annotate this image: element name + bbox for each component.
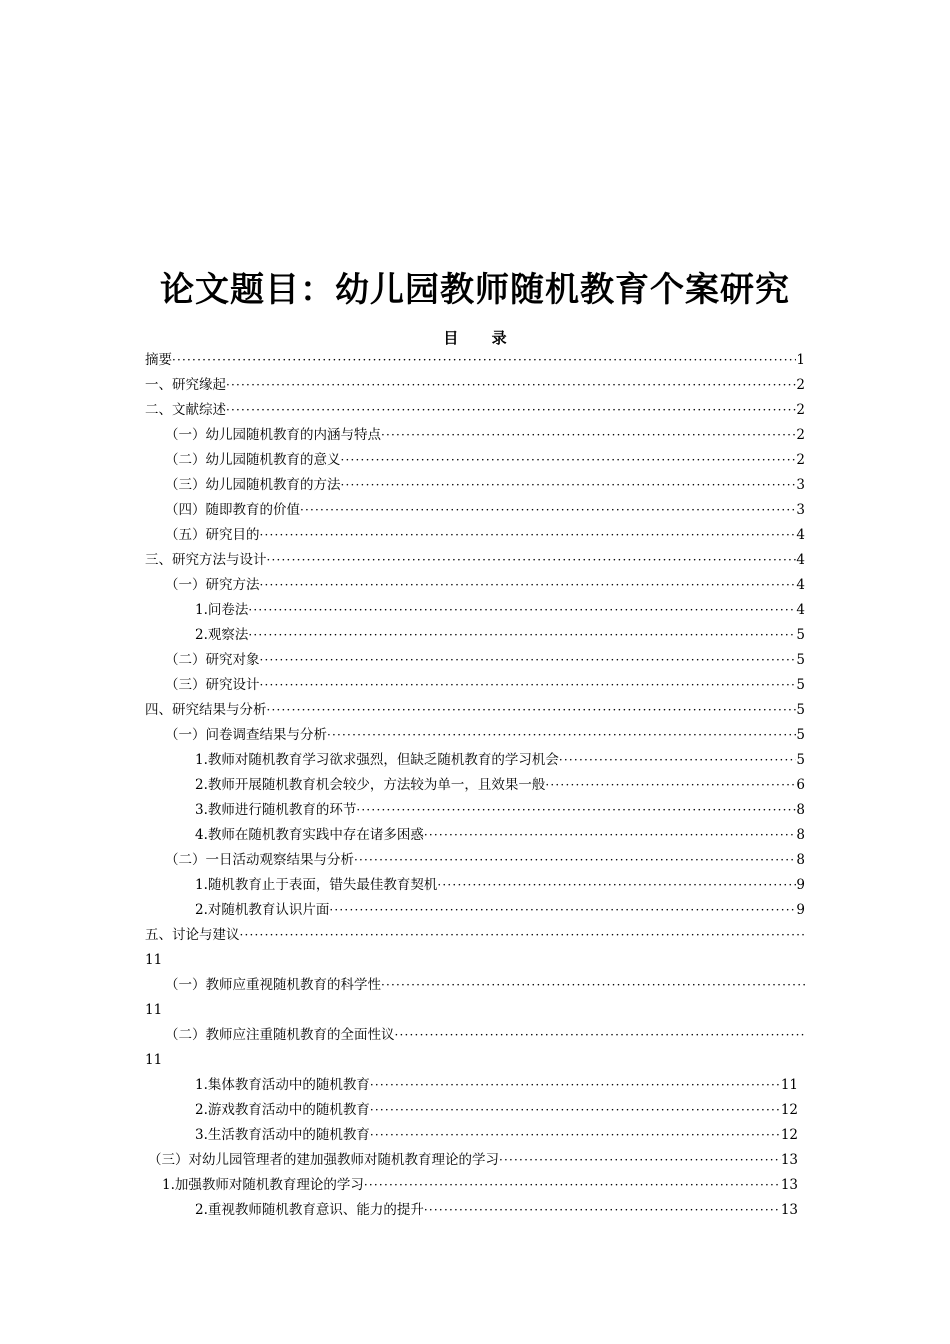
toc-entry-label: （一）研究方法 — [165, 577, 260, 593]
toc-entry[interactable] — [165, 848, 805, 872]
toc-entry[interactable] — [165, 573, 805, 597]
toc-entry[interactable] — [148, 1148, 798, 1172]
toc-entry-label: （二）一日活动观察结果与分析 — [165, 852, 354, 868]
toc-leader-dots — [370, 1073, 781, 1097]
toc-leader-dots — [260, 673, 797, 697]
toc-entry-page: 9 — [796, 877, 805, 893]
toc-entry-label: （一）幼儿园随机教育的内涵与特点 — [165, 427, 381, 443]
toc-entry-page: 4 — [796, 527, 805, 543]
toc-entry[interactable] — [145, 548, 805, 572]
toc-entry[interactable] — [165, 473, 805, 497]
toc-entry-label: 3.生活教育活动中的随机教育 — [195, 1127, 370, 1143]
toc-leader-dots — [437, 873, 796, 897]
toc-entry-label: （三）幼儿园随机教育的方法 — [165, 477, 341, 493]
toc-entry-page: 2 — [796, 452, 805, 468]
toc-entry-page: 8 — [796, 802, 805, 818]
toc-entry[interactable] — [145, 398, 805, 422]
toc-entry[interactable] — [195, 1198, 798, 1222]
toc-leader-dots — [267, 698, 797, 722]
toc-entry-label: 1.问卷法 — [195, 602, 249, 618]
toc-entry[interactable] — [195, 598, 805, 622]
toc-entry-label: 三、研究方法与设计 — [145, 552, 267, 568]
toc-entry-page: 13 — [780, 1202, 798, 1218]
toc-entry[interactable] — [195, 1123, 798, 1147]
toc-entry-label: 二、文献综述 — [145, 402, 226, 418]
toc-entry[interactable] — [165, 423, 805, 447]
toc-entry-page: 3 — [796, 502, 805, 518]
toc-entry-label: 1.教师对随机教育学习欲求强烈，但缺乏随机教育的学习机会 — [195, 752, 559, 768]
toc-entry-label: 2.对随机教育认识片面 — [195, 902, 330, 918]
toc-entry[interactable] — [145, 923, 805, 947]
toc-leader-dots — [329, 898, 796, 922]
toc-entry-page: 1 — [796, 352, 805, 368]
toc-entry-page: 12 — [780, 1127, 798, 1143]
toc-heading: 目 录 — [443, 329, 521, 347]
toc-entry[interactable] — [165, 648, 805, 672]
toc-entry[interactable] — [165, 1023, 805, 1047]
document-title: 论文题目：幼儿园教师随机教育个案研究 — [160, 270, 790, 310]
toc-leader-dots — [240, 923, 806, 947]
toc-leader-dots — [395, 1023, 806, 1047]
toc-entry-label: 2.游戏教育活动中的随机教育 — [195, 1102, 370, 1118]
toc-leader-dots — [381, 423, 796, 447]
toc-entry-page: 2 — [796, 377, 805, 393]
toc-leader-dots — [172, 348, 796, 372]
toc-entry[interactable] — [145, 698, 805, 722]
toc-leader-dots — [300, 498, 796, 522]
toc-entry-page: 4 — [796, 602, 805, 618]
toc-leader-dots — [424, 1198, 781, 1222]
toc-entry-label: 摘要 — [145, 352, 172, 368]
toc-entry-label: 1.加强教师对随机教育理论的学习 — [162, 1177, 364, 1193]
toc-entry-label: 2.教师开展随机教育机会较少，方法较为单一，且效果一般 — [195, 777, 546, 793]
toc-entry-label: （五）研究目的 — [165, 527, 260, 543]
toc-entry[interactable] — [165, 523, 805, 547]
toc-entry-page: 4 — [796, 577, 805, 593]
toc-entry[interactable] — [195, 798, 805, 822]
toc-leader-dots — [370, 1098, 781, 1122]
toc-entry-label: 四、研究结果与分析 — [145, 702, 267, 718]
toc-entry-label: 2.观察法 — [195, 627, 249, 643]
toc-entry[interactable] — [165, 498, 805, 522]
toc-entry-page: 9 — [796, 902, 805, 918]
toc-entry-page: 5 — [796, 752, 805, 768]
toc-entry-page: 13 — [780, 1152, 798, 1168]
toc-leader-dots — [327, 723, 796, 747]
toc-leader-dots — [354, 848, 796, 872]
toc-entry-page: 4 — [796, 552, 805, 568]
toc-leader-dots — [248, 623, 796, 647]
toc-leader-dots — [356, 798, 796, 822]
toc-entry-label: （四）随即教育的价值 — [165, 502, 300, 518]
toc-entry-page: 11 — [145, 1002, 163, 1018]
toc-entry-page: 2 — [796, 402, 805, 418]
toc-leader-dots — [226, 398, 796, 422]
toc-entry-page: 12 — [780, 1102, 798, 1118]
toc-leader-dots — [424, 823, 797, 847]
toc-entry-page: 11 — [145, 1052, 163, 1068]
toc-entry[interactable] — [195, 748, 805, 772]
toc-entry[interactable] — [162, 1173, 798, 1197]
toc-entry-label: 一、研究缘起 — [145, 377, 226, 393]
toc-entry-label: （一）教师应重视随机教育的科学性 — [165, 977, 381, 993]
toc-entry-label: 五、讨论与建议 — [145, 927, 240, 943]
toc-entry-label: （二）教师应注重随机教育的全面性议 — [165, 1027, 395, 1043]
toc-entry[interactable] — [165, 973, 805, 997]
toc-entry[interactable] — [195, 898, 805, 922]
toc-leader-dots — [545, 773, 796, 797]
toc-entry-page: 2 — [796, 427, 805, 443]
toc-entry[interactable] — [145, 348, 805, 372]
toc-leader-dots — [381, 973, 805, 997]
toc-entry[interactable] — [165, 673, 805, 697]
toc-leader-dots — [370, 1123, 781, 1147]
toc-leader-dots — [248, 598, 796, 622]
toc-entry[interactable] — [195, 773, 805, 797]
toc-leader-dots — [226, 373, 796, 397]
toc-leader-dots — [341, 448, 797, 472]
toc-entry[interactable] — [195, 1073, 798, 1097]
toc-entry[interactable] — [195, 1098, 798, 1122]
toc-leader-dots — [341, 473, 797, 497]
toc-entry-label: 4.教师在随机教育实践中存在诸多困惑 — [195, 827, 424, 843]
toc-entry[interactable] — [195, 823, 805, 847]
toc-entry-label: （二）研究对象 — [165, 652, 260, 668]
toc-entry-page: 5 — [796, 727, 805, 743]
toc-entry-label: 2.重视教师随机教育意识、能力的提升 — [195, 1202, 424, 1218]
toc-leader-dots — [559, 748, 797, 772]
toc-entry-page: 8 — [796, 852, 805, 868]
toc-entry-page: 6 — [796, 777, 805, 793]
toc-entry-page: 11 — [145, 952, 163, 968]
toc-entry-label: （二）幼儿园随机教育的意义 — [165, 452, 341, 468]
toc-entry-label: 3.教师进行随机教育的环节 — [195, 802, 357, 818]
toc-leader-dots — [260, 648, 797, 672]
toc-entry-label: （三）研究设计 — [165, 677, 260, 693]
toc-entry-page: 5 — [796, 627, 805, 643]
toc-entry-page: 3 — [796, 477, 805, 493]
toc-entry[interactable] — [195, 873, 805, 897]
toc-entry-label: 1.集体教育活动中的随机教育 — [195, 1077, 370, 1093]
toc-leader-dots — [364, 1173, 781, 1197]
toc-entry-page: 5 — [796, 702, 805, 718]
toc-entry-label: （一）问卷调查结果与分析 — [165, 727, 327, 743]
toc-entry-page: 11 — [780, 1077, 798, 1093]
toc-entry-label: 1.随机教育止于表面，错失最佳教育契机 — [195, 877, 438, 893]
toc-entry[interactable] — [165, 448, 805, 472]
toc-entry-page: 5 — [796, 677, 805, 693]
toc-leader-dots — [260, 573, 797, 597]
toc-leader-dots — [499, 1148, 781, 1172]
toc-entry-page: 13 — [780, 1177, 798, 1193]
toc-leader-dots — [260, 523, 797, 547]
toc-entry-page: 8 — [796, 827, 805, 843]
toc-entry-page: 5 — [796, 652, 805, 668]
toc-entry-label: （三）对幼儿园管理者的建加强教师对随机教育理论的学习 — [148, 1152, 499, 1168]
toc-entry[interactable] — [165, 723, 805, 747]
toc-entry[interactable] — [145, 373, 805, 397]
toc-entry[interactable] — [195, 623, 805, 647]
toc-leader-dots — [267, 548, 797, 572]
